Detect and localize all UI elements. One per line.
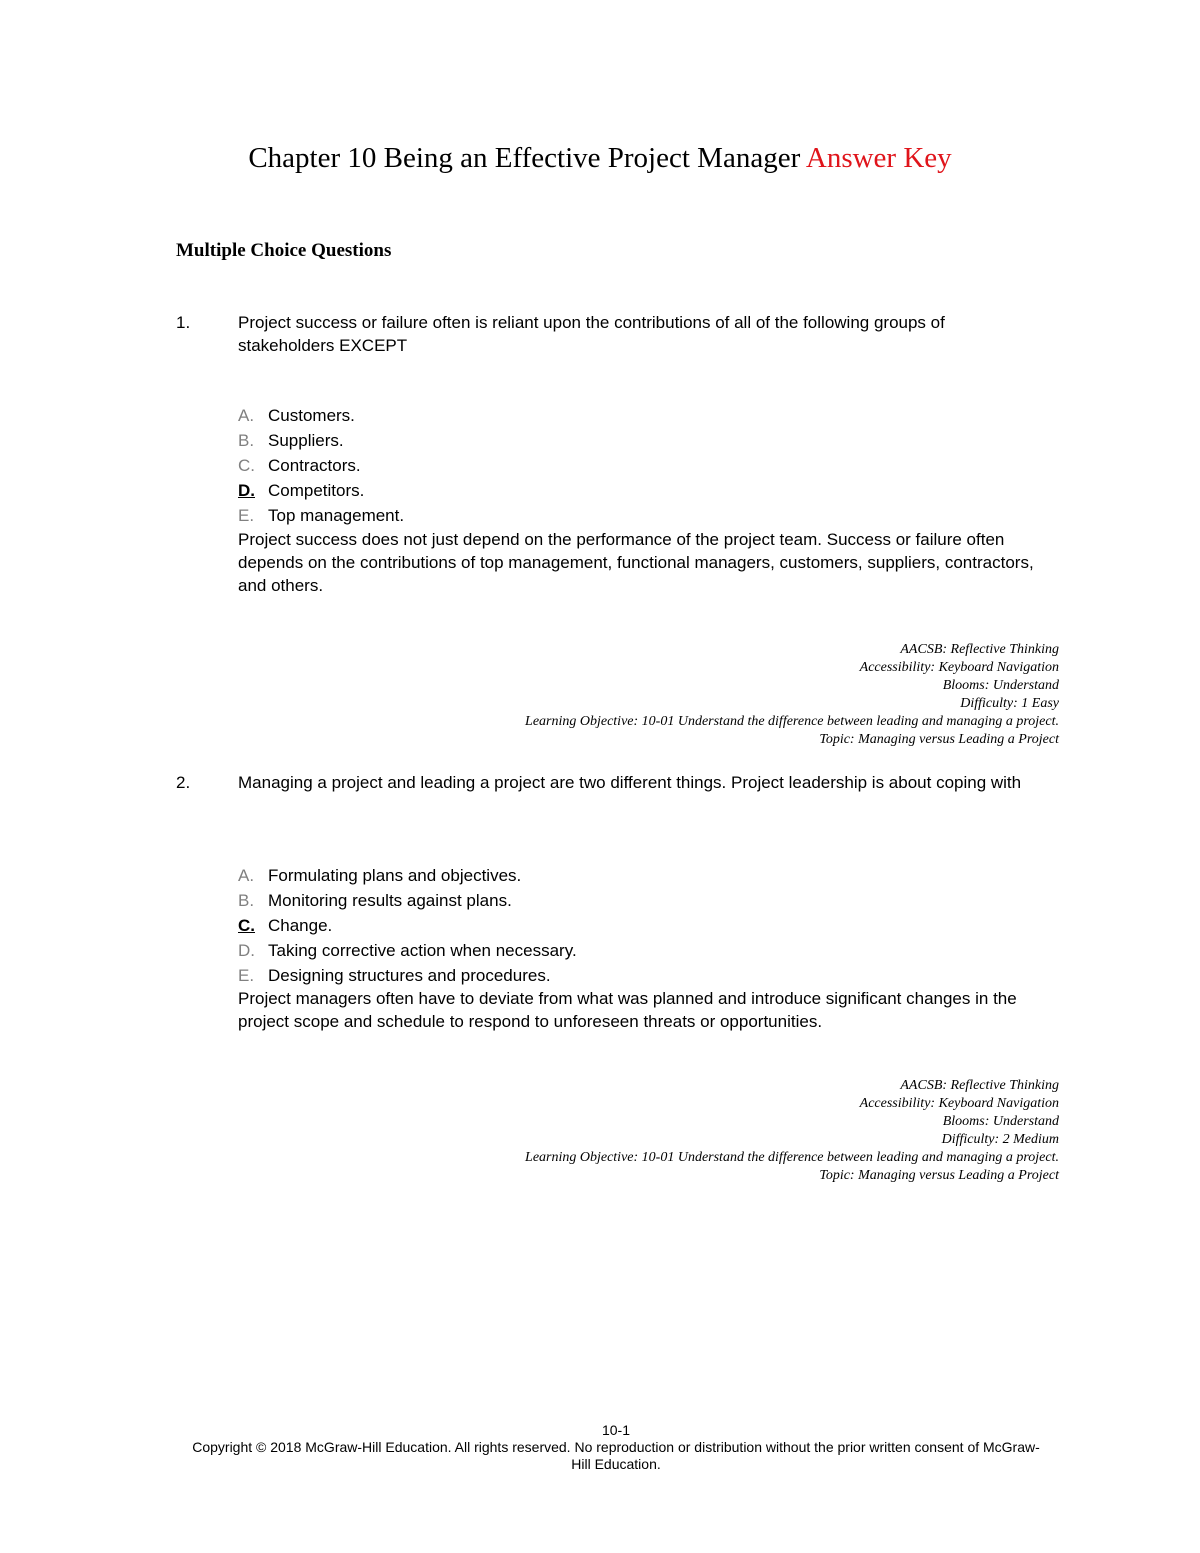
title-answer-key: Answer Key: [805, 142, 952, 174]
option-item: [238, 403, 404, 428]
option-text: Formulating plans and objectives.: [268, 866, 522, 885]
title-main: Chapter 10 Being an Effective Project Manager: [248, 142, 801, 174]
option-letter: A.: [238, 866, 255, 885]
options-list-1: [238, 403, 404, 528]
option-letter: C.: [238, 456, 255, 475]
option-item: [238, 963, 577, 988]
option-letter: A.: [238, 406, 255, 425]
correct-option-letter: C.: [238, 916, 255, 935]
option-item-correct: [238, 478, 404, 503]
question-metadata: [525, 1077, 1059, 1185]
section-heading: Multiple Choice Questions: [176, 240, 392, 261]
answer-explanation: Project success does not just depend on the performance of the project team. Success or failure often depends on the contributions of top management, functional managers, customers, suppliers, contractors, and others.: [238, 530, 1034, 595]
question-number: 2.: [176, 773, 191, 792]
option-letter: D.: [238, 941, 255, 960]
option-text: Monitoring results against plans.: [268, 891, 512, 910]
correct-option-letter: D.: [238, 481, 255, 500]
question-number: 1.: [176, 313, 191, 332]
option-item: [238, 863, 577, 888]
options-list-2: [238, 863, 577, 988]
meta-blooms: Blooms: Understand: [942, 1114, 1059, 1129]
meta-aacsb: AACSB: Reflective Thinking: [900, 1078, 1059, 1093]
option-text: Suppliers.: [268, 431, 344, 450]
page-footer: [0, 1422, 1200, 1473]
meta-accessibility: Accessibility: Keyboard Navigation: [859, 660, 1059, 675]
option-item: [238, 888, 577, 913]
meta-difficulty: Difficulty: 1 Easy: [960, 696, 1059, 711]
option-text: Designing structures and procedures.: [268, 966, 551, 985]
option-text: Customers.: [268, 406, 355, 425]
meta-blooms: Blooms: Understand: [942, 678, 1059, 693]
option-text: Taking corrective action when necessary.: [268, 941, 577, 960]
page-number: 10-1: [601, 1422, 631, 1438]
option-letter: E.: [238, 506, 255, 525]
meta-learning-objective: Learning Objective: 10-01 Understand the difference between leading and managing a project.: [525, 714, 1059, 729]
option-item: [238, 938, 577, 963]
copyright-notice: Copyright © 2018 McGraw-Hill Education. All rights reserved. No reproduction or distribution without the prior written consent of McGraw-Hill Education.: [192, 1439, 1040, 1472]
meta-aacsb: AACSB: Reflective Thinking: [900, 642, 1059, 657]
option-letter: B.: [238, 431, 255, 450]
meta-accessibility: Accessibility: Keyboard Navigation: [859, 1096, 1059, 1111]
answer-explanation: Project managers often have to deviate from what was planned and introduce significant changes in the project scope and schedule to respond to unforeseen threats or opportunities.: [238, 989, 1017, 1031]
option-letter: B.: [238, 891, 255, 910]
meta-topic: Topic: Managing versus Leading a Project: [819, 1168, 1059, 1183]
question-text: Project success or failure often is reliant upon the contributions of all of the following groups of stakeholders EXCEPT: [238, 313, 945, 355]
option-item: [238, 503, 404, 528]
option-item-correct: [238, 913, 577, 938]
option-text: Top management.: [268, 506, 405, 525]
option-text: Competitors.: [268, 481, 365, 500]
option-item: [238, 428, 404, 453]
option-item: [238, 453, 404, 478]
question-text: Managing a project and leading a project are two different things. Project leadership is about coping with: [238, 773, 1022, 792]
meta-difficulty: Difficulty: 2 Medium: [941, 1132, 1059, 1147]
option-text: Change.: [268, 916, 333, 935]
page-title: [0, 140, 1200, 176]
question-metadata: [525, 641, 1059, 749]
meta-learning-objective: Learning Objective: 10-01 Understand the difference between leading and managing a project.: [525, 1150, 1059, 1165]
meta-topic: Topic: Managing versus Leading a Project: [819, 732, 1059, 747]
option-letter: E.: [238, 966, 255, 985]
option-text: Contractors.: [268, 456, 361, 475]
